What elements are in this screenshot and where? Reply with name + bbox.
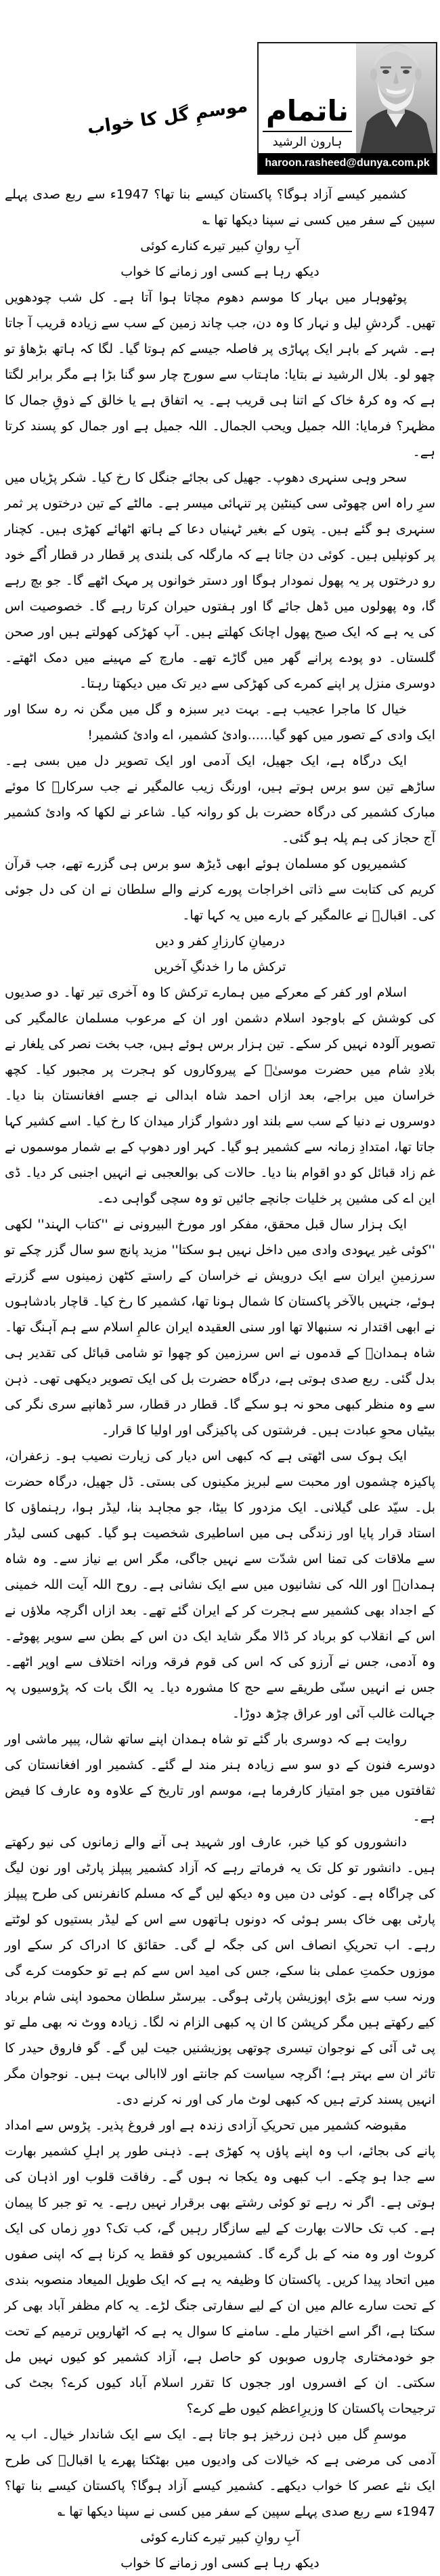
author-email: haroon.rasheed@dunya.com.pk [259, 153, 436, 173]
article-paragraph: دانشوروں کو کیا خبر، عارف اور شہید ہی آنے والے زمانوں کی نیو رکھتے ہیں۔ دانشور تو کل تک یہ فرماتے رہے کہ آزاد کشمیر پیپلز پارٹی اور نون لیگ کی چراگاہ ہے۔ کوئی دن میں وہ دیکھ لیں گے کہ مسلم کانفرنس کی طرح پیپلز پارٹی بھی خاک بسر ہوئی کہ دونوں ہاتھوں سے اس کے لیڈر بستیوں کو لوٹتے رہے۔ اب تحریکِ انصاف اس کی جگہ لے گی۔ حقائق کا ادراک کر سکے اور موزوں حکمتِ عملی بنا سکے، جس کی امید اس سے کم ہے تو حکومت کرے گی ورنہ سب سے بڑی اپوزیشن پارٹی ہوگی۔ بیرسٹر سلطان محمود اپنی شام برباد کیے رکھتے ہیں مگر کرپشن کا ان پہ کبھی الزام نہ لگا۔ زیادہ ووٹ نہ بھی ملے تو پی ٹی آئی کے نوجوان تیسری چوتھی پوزیشنیں جیت لیں گے۔ گو فاروق حیدر کا تاثر ان سے بہتر ہے؛ اگرچہ سیاست کم جانتے اور لاابالی بہت ہیں۔ نوجوان مگر انہیں پسند کرتے ہیں کہ کبھی لوٹ مار کی اور نہ کرنے دی۔ [5, 1835, 435, 2107]
verse-line: آبِ روانِ کبیر تیرے کنارے کوئی [140, 238, 300, 253]
article-paragraph: پوٹھوہار میں بہار کا موسم دھوم مچاتا ہوا آتا ہے۔ کل شب چودھویں تھیں۔ گردشِ لیل و نہار کا وہ دن، جب چاند زمین کے سب سے زیادہ قریب آ جاتا ہے۔ شہر کے باہر ایک پہاڑی پر فاصلہ جیسے کم ہوتا گیا۔ لگا کہ ہاتھ بڑھاؤ تو چھو لو۔ بلال الرشید نے بتایا: ماہتاب سے سورج چار سو گنا بڑا ہے مگر برابر لگتا ہے کہ وہ کرۂ خاک کے اتنا ہی قریب ہے۔ یہ اتفاق ہے یا خالق کے ذوقِ جمال کا مظہر؟ فرمایا: اللہ جمیل ویحب الجمال۔ اللہ جمیل ہے اور جمال کو پسند کرتا ہے۔ [5, 290, 435, 459]
masthead-inner [259, 43, 436, 153]
article-paragraph: مقبوضہ کشمیر میں تحریکِ آزادی زندہ ہے اور فروغ پذیر۔ پڑوس سے امداد پانے کی بجائے، اب وہ اپنے پاؤں پہ کھڑی ہے۔ ذہنی طور پر اہلِ کشمیر بھارت سے جدا ہو چکے۔ اب کبھی وہ یکجا نہ ہوں گے۔ رفاقت قلوب اور اذہان کی ہوتی ہے۔ اگر نہ رہے تو کوئی رشتے بھی برقرار نہیں رہے۔ یہ تو جبر کا پیمان ہے۔ کب تک حالات بھارت کے لیے سازگار رہیں گے، کب تک؟ دورِ زماں کی ایک کروٹ اور وہ منہ کے بل گرے گا۔ کشمیریوں کو فقط یہ کرنا ہے کہ اپنی صفوں میں اتحاد پیدا کریں۔ پاکستان کا وظیفہ یہ ہے کہ ایک طویل المیعاد منصوبہ بندی کے تحت سارے عالم میں ان کے لیے سفارتی جنگ لڑے۔ یہ کام مظفر آباد بھی کر سکتا ہے، اگر اسے اختیار ملے۔ سامنے کا سوال یہ ہے کہ اٹھارویں ترمیم کے تحت جو خودمختاری چاروں صوبوں کو حاصل ہے، آزاد کشمیر کو کیوں نہیں مل سکتی۔ ان کے افسروں اور ججوں کا تقرر اسلام آباد کیوں کرے؟ بجٹ کی ترجیحات پاکستان کا وزیرِاعظم کیوں طے کرے؟ [5, 2118, 435, 2416]
article-paragraph: کشمیر کیسے آزاد ہوگا؟ پاکستان کیسے بنا تھا؟ 1947ء سے ربع صدی پہلے سپین کے سفر میں کسی نے سپنا دیکھا تھا ؎ [5, 187, 435, 228]
article-paragraph: روایت ہے کہ دوسری بار گئے تو شاہ ہمدان اپنے ساتھ شال، پیپر ماشی اور دوسرے فنون کے دو سو سے زیادہ ہنر مند لے گئے۔ کشمیر اور افغانستان کی ثقافتوں میں جو امتیاز کارفرما ہے، موسم اور تاریخ کے علاوہ وہ عارف کا فیض ہے۔ [5, 1732, 435, 1824]
logo-divider [263, 131, 352, 132]
verse-line: ترکش ما را خدنگِ آخریں [154, 959, 286, 974]
article-paragraph: موسمِ گل میں ذہن زرخیز ہو جاتا ہے۔ ایک سے ایک شاندار خیال۔ اب یہ آدمی کی مرضی ہے کہ خیالات کی وادیوں میں بھٹکتا پھرے یا اقبالؔ کی طرح ایک نئے عصر کا خواب دیکھے۔ کشمیر کیسے آزاد ہوگا؟ پاکستان کیسے بنا تھا؟ 1947ء سے ربع صدی پہلے سپین کے سفر میں کسی نے سپنا دیکھا تھا ؎ [5, 2427, 435, 2519]
article-paragraph: کشمیریوں کو مسلمان ہوئے ابھی ڈیڑھ سو برس ہی گزرے تھے، جب قرآن کریم کی کتابت سے ذاتی اخراجات پورے کرنے والے سلطان نے ان کی دل جوئی کی۔ اقبالؔ نے عالمگیر کے بارے میں یہ کہا تھا۔ [5, 856, 435, 923]
masthead-left [259, 43, 356, 153]
article-paragraph: سحر وہی سنہری دھوپ۔ جھیل کی بجائے جنگل کا رخ کیا۔ شکر پڑیاں میں سرِ راہ اس چھوٹی سی کینٹین پر تنہائی میسر ہے۔ مالٹے کے تین درختوں پر ثمر سنہری ہو گئے ہیں۔ پتوں کے بغیر ٹہنیاں دعا کے ہاتھ اٹھائے کھڑی ہیں۔ کچنار پر کونپلیں ہیں۔ کوئی دن جاتا ہے کہ مارگلہ کی بلندی پر قطار در قطار اُگے خود رو درختوں پر یہ پھول نمودار ہوگا اور دستر خوانوں پر مہک اٹھے گا۔ جو بچ رہے گا، وہ پھولوں میں ڈھل جائے گا اور ہفتوں حیران کرتا رہے گا۔ خصوصیت اس کی یہ ہے کہ ایک صبح پھول اچانک کھلتے ہیں۔ آپ کھڑکی کھولتے ہیں اور صحن گلستاں۔ دو پودے پرانے گھر میں گاڑے تھے۔ مارچ کے مہینے میں دمک اٹھتے۔ دوسری منزل پر اپنے کمرے کی کھڑکی سے دیر تک میں دیکھتا رہتا۔ [5, 470, 435, 691]
article-body [5, 182, 435, 2576]
verse-line: درمیانِ کارزارِ کفر و دیں [155, 934, 285, 949]
author-name: ہارون الرشید [272, 135, 343, 149]
verse-line: دیکھ رہا ہے کسی اور زمانے کا خواب [120, 264, 320, 279]
article-paragraph: ایک ہزار سال قبل محقق، مفکر اور مورخ البیرونی نے ''کتاب الہند'' لکھی ''کوئی غیر یہودی وادی میں داخل نہیں ہو سکتا'' مزید پانچ سو سال گزر چکے تو سرزمینِ ایران سے ایک درویش نے خراسان کے راستے کٹھن زمینوں سے گزرتے ہوئے، جنہیں بالآخر پاکستان کا شمال ہونا تھا، کشمیر کا رخ کیا۔ قاچار بادشاہوں نے ابھی اقتدار نہ سنبھالا تھا اور سنی العقیدہ ایران عالمِ اسلام سے ہم آہنگ تھا۔ شاہ ہمدانؒ کے قدموں نے اس سرزمین کو چھوا تو شامی قبائل کی تقدیر ہی بدل گئی۔ ربع صدی ہوتی ہے، درگاہ حضرت بل کی ایک تصویر دیکھی تھی۔ ذہن سے وہ منظر کبھی محو نہ ہو سکے گا۔ قطار در قطار، سر ڈھانپے سری نگر کی بیٹیاں محوِ عبادت ہیں۔ فرشتوں کی پاکیزگی اور اولیا کا قرار۔ [5, 1217, 435, 1438]
author-photo [356, 43, 436, 153]
article-paragraph: اسلام اور کفر کے معرکے میں ہمارے ترکش کا وہ آخری تیر تھا۔ دو صدیوں کی کوشش کے باوجود اسلام دشمن اور ان کے مرعوب مسلمان عالمگیر کی تصویر آلودہ نہیں کر سکے۔ تین ہزار برس ہوئے ہیں، جب بخت نصر کی یلغار نے بلادِ شام میں حضرت موسیٰؑ کے پیروکاروں کو ہجرت پر مجبور کیا۔ کچھ خراسان میں براجے، بعد ازاں احمد شاہ ابدالی نے جسے افغانستان بنا دیا۔ دوسروں نے دنیا کے سب سے بلند اور دشوار گزار میدان کا رخ کیا۔ اسے کشیر کہا جاتا تھا، امتدادِ زمانہ سے کشمیر ہو گیا۔ کہر اور دھوپ کے بے شمار موسموں نے غم زاد قبائل کو دو اقوام بنا دیا۔ حالات کی بوالعجبی نے انہیں اجنبی کر دیا۔ ڈی این اے کی مشین پر خلیات جانچے جائیں تو وہ سچی گواہی دے۔ [5, 985, 435, 1206]
column-headline: موسمِ گل کا خواب [86, 96, 249, 139]
article-paragraph: ایک ہوک سی اٹھتی ہے کہ کبھی اس دیار کی زیارت نصیب ہو۔ زعفران، پاکیزہ چشموں اور محبت سے لبریز مکینوں کی بستی۔ ڈل جھیل، درگاہ حضرت بل۔ سیّد علی گیلانی۔ ایک مزدور کا بیٹا، جو مجاہد بنا، لیڈر ہوا، رہنماؤں کا استاد قرار پایا اور زندگی ہی میں اساطیری شخصیت ہو گیا۔ کبھی کسی لیڈر سے ملاقات کی تمنا اس شدّت سے نہیں جاگی، مگر اس بے نیاز سے۔ وہ شاہ ہمدانؒ اور اللہ کی نشانیوں میں سے ایک نشانی ہے۔ روح اللہ آیت اللہ خمینی کے اجداد بھی کشمیر سے ہجرت کر کے ایران گئے تھے۔ بعد ازاں اگرچہ ملاؤں نے اس کے انقلاب کو برباد کر ڈالا مگر شاید ایک دن اس کے بطن سے سویر پھوٹے۔ وہ آدمی، جس نے آرزو کی کہ اس کی قوم فرقہ ورانہ اختلاف سے اوپر اٹھے۔ جس نے انہیں سنّی طریقے سے حج کا مشورہ دیا۔ یہ الگ بات کہ پڑوسیوں پہ جہالت غالب آئی اور عراق چڑھ دوڑا۔ [5, 1449, 435, 1721]
article-paragraph: خیال کا ماجرا عجیب ہے۔ بہت دیر سبزہ و گل میں مگن نہ رہ سکا اور ایک وادی کے تصور میں کھو گیا......وادیٔ کشمیر، اے وادیٔ کشمیر! [5, 702, 435, 743]
article-paragraph: ایک درگاہ ہے، ایک جھیل، ایک آدمی اور ایک تصویر دل میں بسی ہے۔ ساڑھے تین سو برس ہوتے ہیں، اورنگ زیب عالمگیر نے جب سرکارؐ کا موئے مبارک کشمیر کی درگاہ حضرت بل کو روانہ کیا۔ شاعر نے لکھا کہ وادیٔ کشمیر آج حجاز کی ہم پلہ ہو گئی۔ [5, 753, 435, 846]
column-masthead [257, 42, 437, 175]
verse-line: دیکھ رہا ہے کسی اور زمانے کا خواب [120, 2556, 320, 2571]
verse-line: آبِ روانِ کبیر تیرے کنارے کوئی [140, 2530, 300, 2545]
column-logo: ناتمام [265, 94, 349, 127]
